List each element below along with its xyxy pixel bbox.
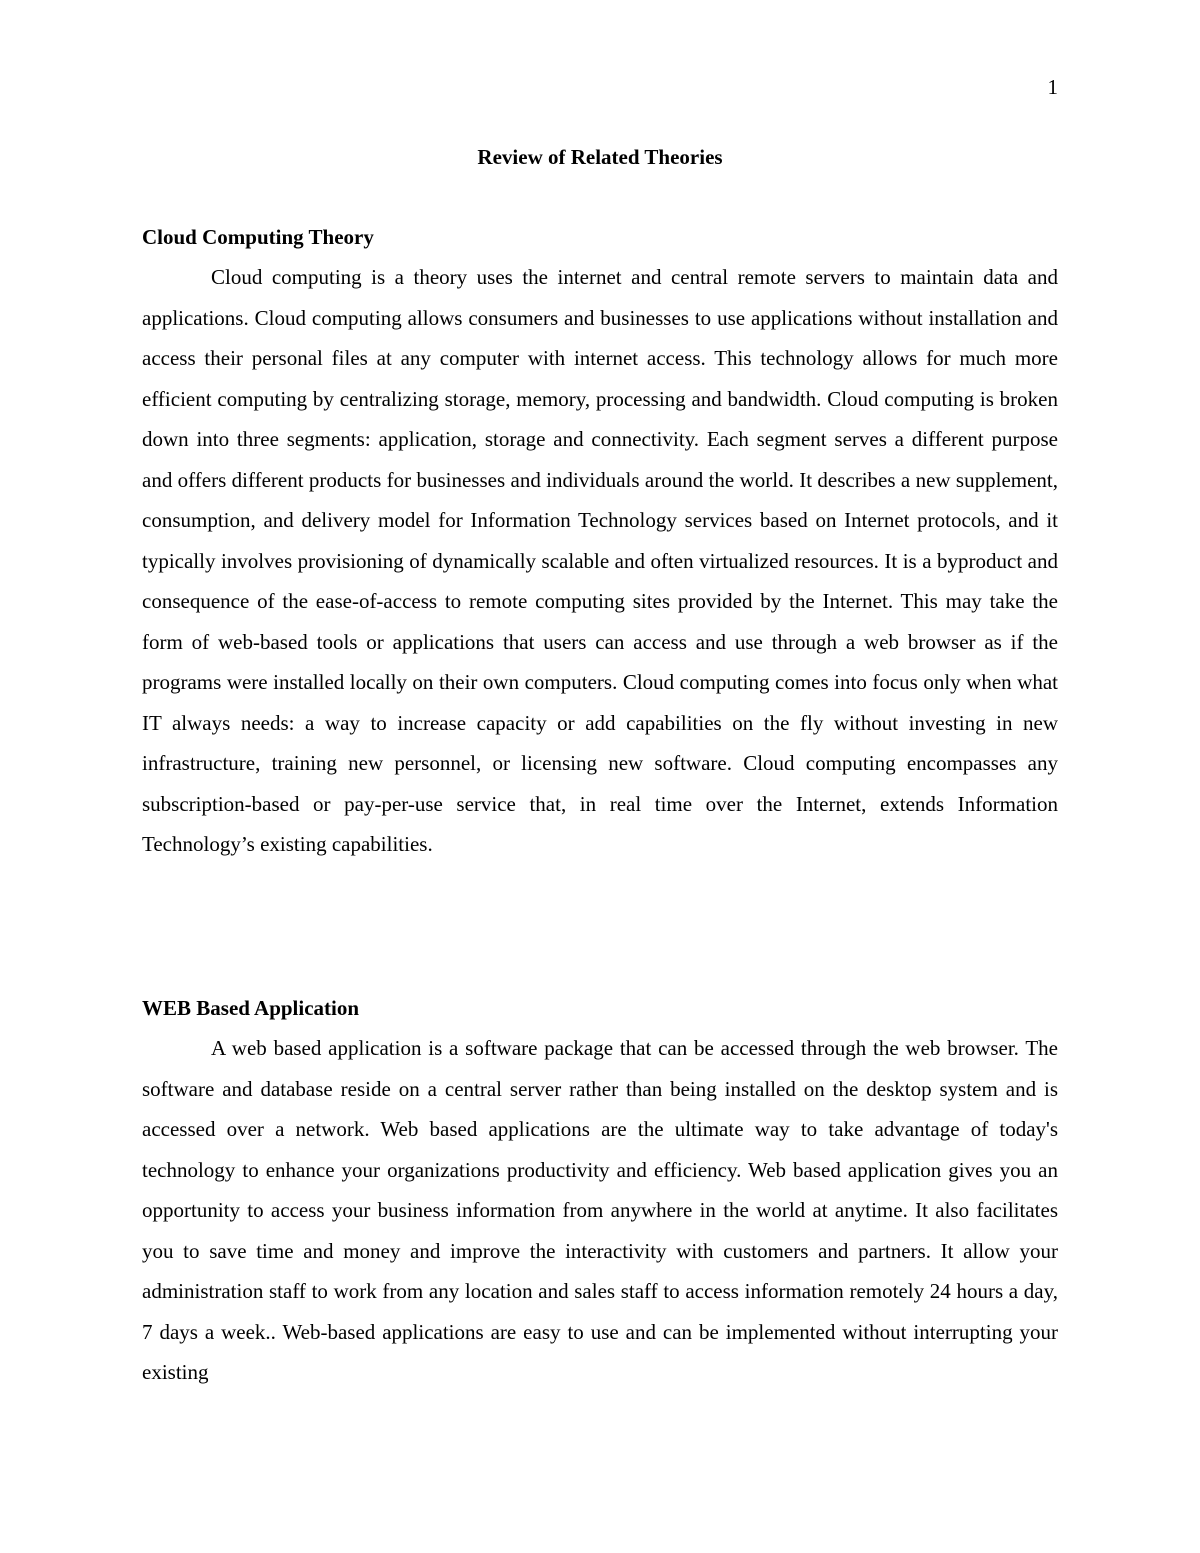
section-paragraph-cloud-computing: Cloud computing is a theory uses the internet and central remote servers to maintain data and applications. Cloud computing allows consumers and businesses to use applications without installation and access their personal files at any computer with internet access. This technology allows for much more efficient computing by centralizing storage, memory, processing and bandwidth. Cloud computing is broken down into three segments: application, storage and connectivity. Each segment serves a different purpose and offers different products for businesses and individuals around the world. It describes a new supplement, consumption, and delivery model for Information Technology services based on Internet protocols, and it typically involves provisioning of dynamically scalable and often virtualized resources. It is a byproduct and consequence of the ease-of-access to remote computing sites provided by the Internet. This may take the form of web-based tools or applications that users can access and use through a web browser as if the programs were installed locally on their own computers. Cloud computing comes into focus only when what IT always needs: a way to increase capacity or add capabilities on the fly without investing in new infrastructure, training new personnel, or licensing new software. Cloud computing encompasses any subscription-based or pay-per-use service that, in real time over the Internet, extends Information Technology’s existing capabilities. [142, 265, 1058, 856]
section-heading-web-based-application: WEB Based Application [142, 996, 360, 1020]
page-title: Review of Related Theories [477, 145, 723, 169]
page-number: 1 [1047, 75, 1058, 99]
section-heading-cloud-computing: Cloud Computing Theory [142, 225, 374, 249]
section-paragraph-web-based-application: A web based application is a software package that can be accessed through the web browser. The software and database reside on a central server rather than being installed on the desktop system and is accessed over a network. Web based applications are the ultimate way to take advantage of today's technology to enhance your organizations productivity and efficiency. Web based application gives you an opportunity to access your business information from anywhere in the world at anytime. It also facilitates you to save time and money and improve the interactivity with customers and partners. It allow your administration staff to work from any location and sales staff to access information remotely 24 hours a day, 7 days a week.. Web-based applications are easy to use and can be implemented without interrupting your existing [142, 1036, 1058, 1384]
